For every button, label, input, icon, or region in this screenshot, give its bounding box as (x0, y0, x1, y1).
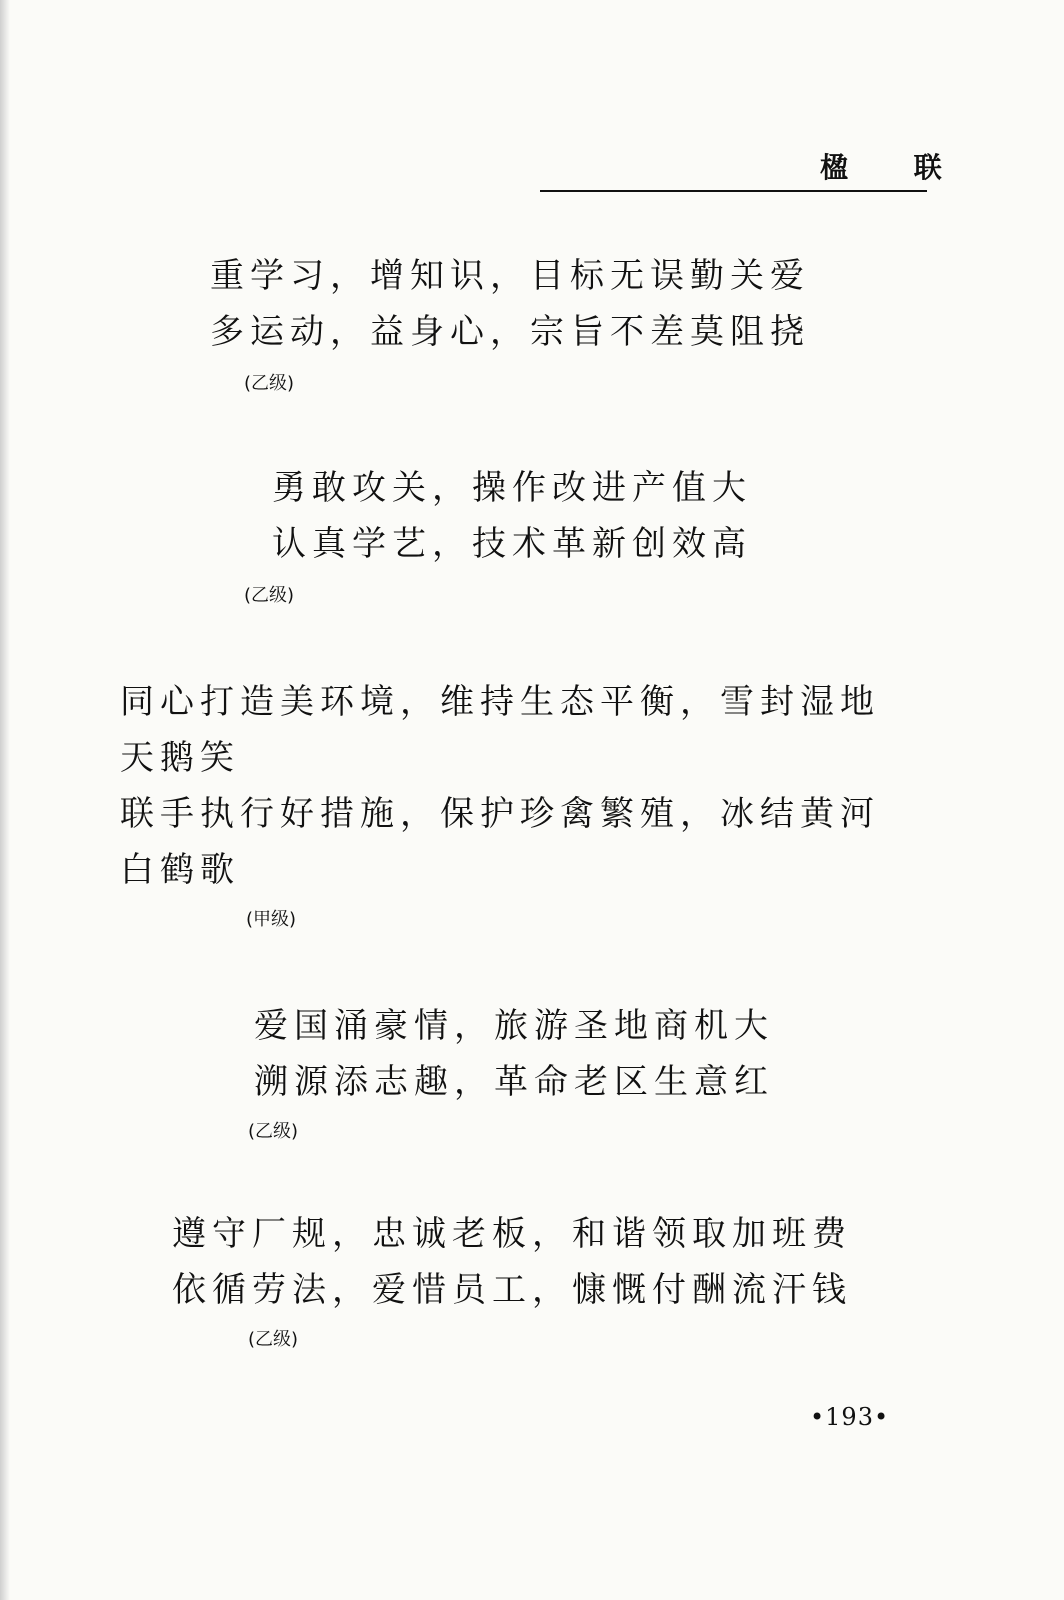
couplet-4-line-2: 溯源添志趣，革命老区生意红 (254, 1062, 774, 1102)
running-header-title: 楹 联 (820, 151, 970, 184)
couplet-3-line-2: 天鹅笑 (120, 738, 240, 778)
couplet-1-line-2: 多运动，益身心，宗旨不差莫阻挠 (210, 312, 810, 352)
couplet-4-line-1: 爱国涌豪情，旅游圣地商机大 (254, 1006, 774, 1046)
scan-edge (0, 0, 10, 1600)
couplet-2-line-1: 勇敢攻关，操作改进产值大 (272, 468, 752, 508)
couplet-1-line-1: 重学习，增知识，目标无误勤关爱 (210, 256, 810, 296)
couplet-5-line-1: 遵守厂规，忠诚老板，和谐领取加班费 (172, 1214, 852, 1254)
couplet-4-grade: (乙级) (248, 1121, 299, 1142)
couplet-2-grade: (乙级) (244, 585, 295, 606)
couplet-3-line-3: 联手执行好措施，保护珍禽繁殖，冰结黄河 (120, 794, 880, 834)
couplet-3-line-1: 同心打造美环境，维持生态平衡，雪封湿地 (120, 682, 880, 722)
couplet-2-line-2: 认真学艺，技术革新创效高 (272, 524, 752, 564)
couplet-5-grade: (乙级) (248, 1329, 299, 1350)
page-number: •193• (810, 1403, 890, 1431)
couplet-3-grade: (甲级) (246, 909, 297, 930)
header-rule (540, 190, 927, 192)
couplet-1-grade: (乙级) (244, 373, 295, 394)
couplet-5-line-2: 依循劳法，爱惜员工，慷慨付酬流汗钱 (172, 1270, 852, 1310)
couplet-3-line-4: 白鹤歌 (120, 850, 240, 890)
